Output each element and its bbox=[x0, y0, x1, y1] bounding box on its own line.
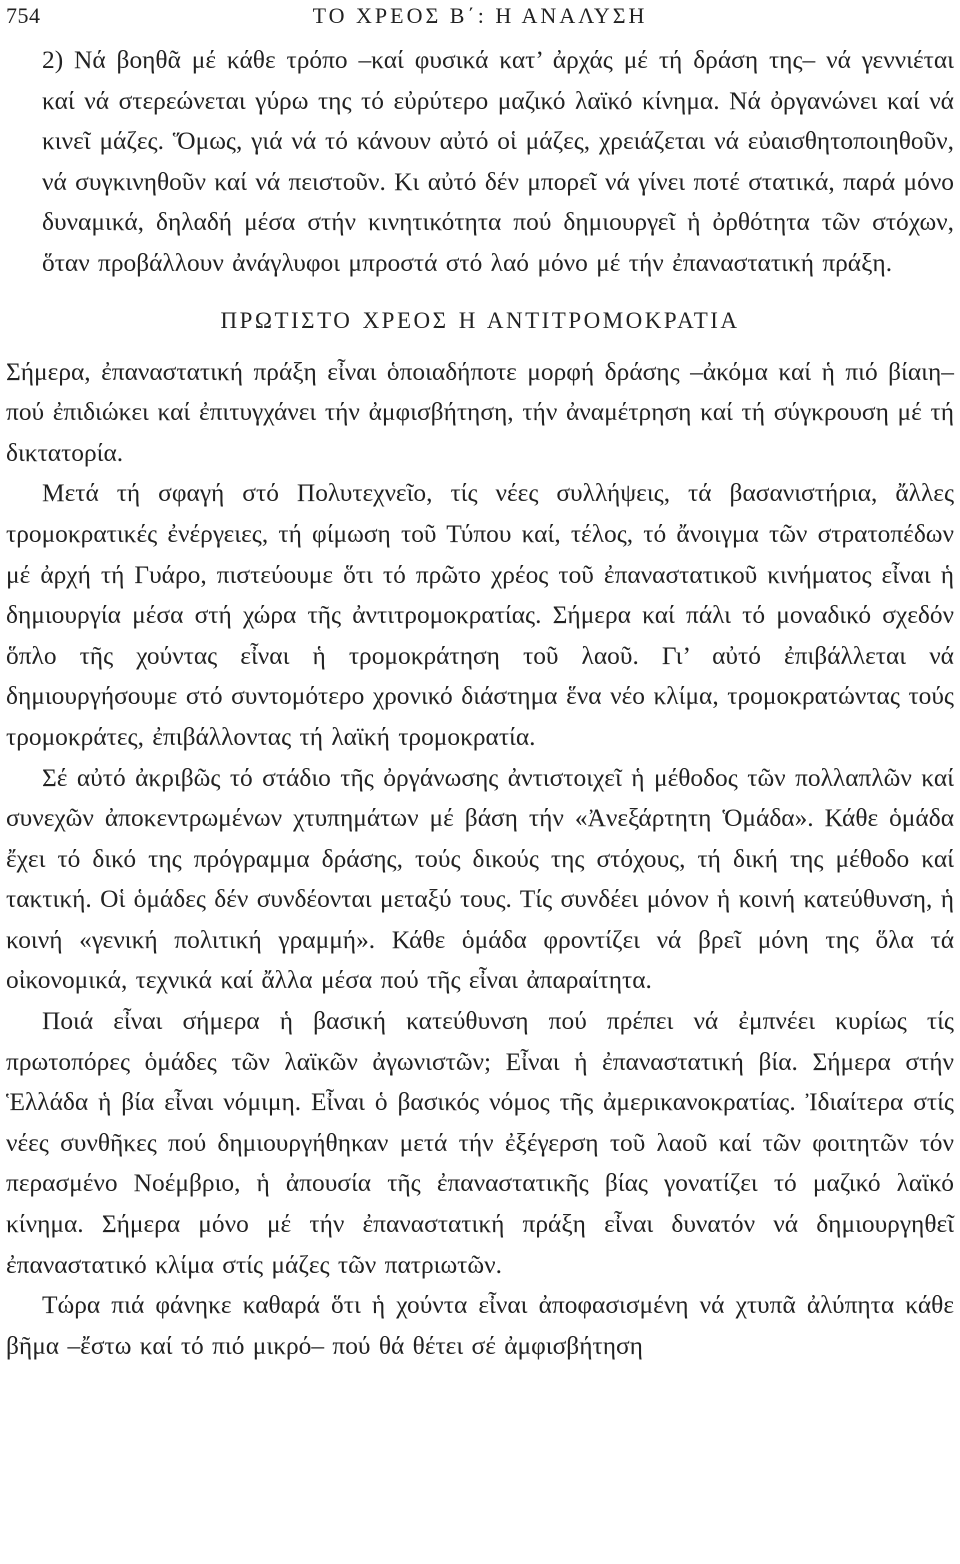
paragraph-revolutionary-violence: Ποιά εἶναι σήμερα ἡ βασική κατεύθυνση πού πρέπει νά ἐμπνέει κυρίως τίς πρωτοπόρες ὁμάδες τῶν λαϊκῶν ἀγωνιστῶν; Εἶναι ἡ ἐπαναστατική βία. Σήμερα στήν Ἑλλάδα ἡ βία εἶναι νόμιμη. Εἶναι ὁ βασικός νόμος τῆς ἀμερικανοκρατίας. Ἰδιαίτερα στίς νέες συνθῆκες πού δημιουργήθηκαν μετά τήν ἐξέγερση τοῦ λαοῦ καί τῶν φοιτητῶν τόν περασμένο Νοέμβριο, ἡ ἀπουσία τῆς ἐπαναστατικῆς βίας γονατίζει τό μαζικό λαϊκό κίνημα. Σήμερα μόνο μέ τήν ἐπαναστατική πράξη εἶναι δυνατόν νά δημιουργηθεῖ ἐπαναστατικό κλίμα στίς μάζες τῶν πατριωτῶν. bbox=[6, 1007, 954, 1279]
running-title: ΤΟ ΧΡΕΟΣ Β΄: Η ΑΝΑΛΥΣΗ bbox=[312, 3, 648, 28]
running-header bbox=[6, 0, 954, 34]
paragraph-junta: Τώρα πιά φάνηκε καθαρά ὅτι ἡ χούντα εἶναι ἀποφασισμένη νά χτυπᾶ ἀλύπητα κάθε βῆμα –ἔστω καί τό πιό μικρό– πού θά θέτει σέ ἀμφισβήτηση bbox=[6, 1291, 954, 1360]
page-number: 754 bbox=[6, 3, 41, 28]
paragraph-polytechnic: Μετά τή σφαγή στό Πολυτεχνεῖο, τίς νέες συλλήψεις, τά βασανιστήρια, ἄλλες τρομοκρατικές ἐνέργειες, τή φίμωση τοῦ Τύπου καί, τέλος, τό ἄνοιγμα τῶν στρατοπέδων μέ ἀρχή τή Γυάρο, πιστεύουμε ὅτι τό πρῶτο χρέος τοῦ ἐπαναστατικοῦ κινήματος εἶναι ἡ δημιουργία μέσα στή χώρα τῆς ἀντιτρομοκρατίας. Σήμερα καί πάλι τό μοναδικό σχεδόν ὅπλο τῆς χούντας εἶναι ἡ τρομοκράτηση τοῦ λαοῦ. Γι’ αὐτό ἐπιβάλλεται νά δημιουργήσουμε στό συντομότερο χρονικό διάστημα ἕνα νέο κλίμα, τρομοκρατώντας τούς τρομοκράτες, ἐπιβάλλοντας τή λαϊκή τρομοκρατία. bbox=[6, 479, 954, 751]
paragraph-revolutionary-action: Σήμερα, ἐπαναστατική πράξη εἶναι ὁποιαδήποτε μορφή δράσης –ἀκόμα καί ἡ πιό βίαιη– πού ἐπιδιώκει καί ἐπιτυγχάνει τήν ἀμφισβήτηση, τήν ἀναμέτρηση καί τή σύγκρουση μέ τή δικτατορία. bbox=[6, 357, 954, 467]
body-text bbox=[6, 40, 954, 1366]
section-heading: ΠΡΩΤΙΣΤΟ ΧΡΕΟΣ Η ΑΝΤΙΤΡΟΜΟΚΡΑΤΙΑ bbox=[220, 307, 740, 333]
paragraph-point-2: 2) Νά βοηθᾶ μέ κάθε τρόπο –καί φυσικά κατ’ ἀρχάς μέ τή δράση της– νά γεννιέται καί νά στερεώνεται γύρω της τό εὐρύτερο μαζικό λαϊκό κίνημα. Νά ὀργανώνει καί νά κινεῖ μάζες. Ὅμως, γιά νά τό κάνουν αὐτό οἱ μάζες, χρειάζεται νά εὐαισθητοποιηθοῦν, νά συγκινηθοῦν καί νά πειστοῦν. Κι αὐτό δέν μπορεῖ νά γίνει ποτέ στατικά, παρά μόνο δυναμικά, δηλαδή μέσα στήν κινητικότητα πού δημιουργεῖ ἡ ὀρθότητα τῶν στόχων, ὅταν προβάλλουν ἀνάγλυφοι μπροστά στό λαό μόνο μέ τήν ἐπαναστατική πράξη. bbox=[42, 46, 954, 277]
paragraph-independent-group: Σέ αὐτό ἀκριβῶς τό στάδιο τῆς ὀργάνωσης ἀντιστοιχεῖ ἡ μέθοδος τῶν πολλαπλῶν καί συνεχῶν ἀποκεντρωμένων χτυπημάτων μέ βάση τήν «Ἀνεξάρτητη Ὁμάδα». Κάθε ὁμάδα ἔχει τό δικό της πρόγραμμα δράσης, τούς δικούς της στόχους, τή δική της μέθοδο καί τακτική. Οἱ ὁμάδες δέν συνδέονται μεταξύ τους. Τίς συνδέει μόνον ἡ κοινή κατεύθυνση, ἡ κοινή «γενική πολιτική γραμμή». Κάθε ὁμάδα φροντίζει νά βρεῖ μόνη της ὅλα τά οἰκονομικά, τεχνικά καί ἄλλα μέσα πού τῆς εἶναι ἀπαραίτητα. bbox=[6, 763, 954, 995]
